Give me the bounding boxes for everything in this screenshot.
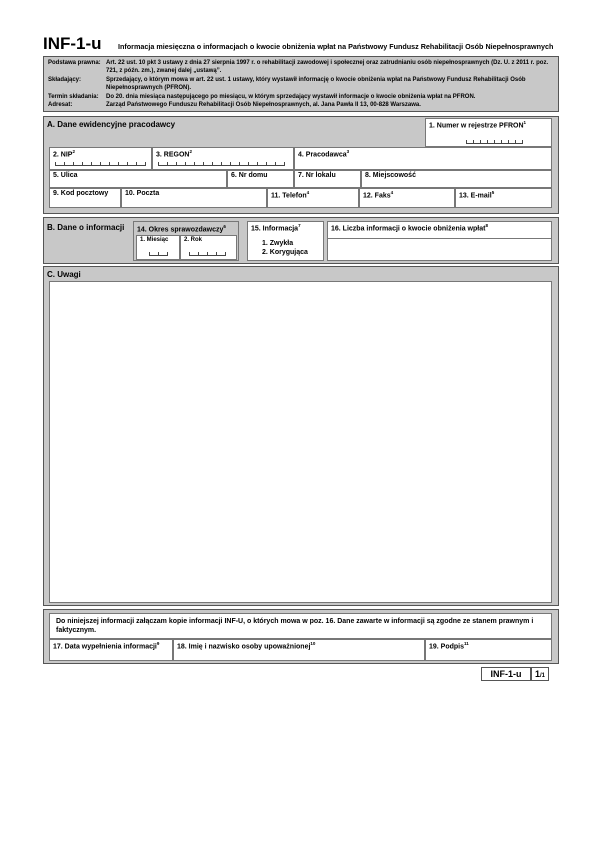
signature-field[interactable]: 19. Podpis$^{11}$ — [425, 639, 552, 661]
declaration-box — [49, 613, 552, 639]
month-label: 1. Miesiąc — [140, 237, 169, 243]
field-8-label: 8. Miejscowość — [365, 172, 416, 179]
field-11-label: 11. Telefon — [271, 192, 307, 200]
field-1-label: 1. Numer w rejestrze PFRON — [429, 122, 524, 130]
postal-code-field[interactable] — [49, 188, 121, 208]
regon-digit-boxes — [158, 162, 285, 166]
field-3-label: 3. REGON — [156, 151, 190, 159]
info-count-field[interactable]: 16. Liczba informacji o kwocie obniżenia wpłat$^8$ — [327, 221, 552, 261]
field-15-label: 15. Informacja — [251, 225, 299, 233]
field-6-label: 6. Nr domu — [231, 172, 268, 179]
year-label: 2. Rok — [184, 237, 203, 243]
pfron-register-number-field[interactable]: 1. Numer w rejestrze PFRON$^1$ — [425, 118, 552, 147]
field-16-label: 16. Liczba informacji o kwocie obniżenia wpłat — [331, 225, 486, 233]
addressee-text: Zarząd Państwowego Funduszu Rehabilitacji Osób Niepełnosprawnych, al. Jana Pawła II 13, 00-828 Warszawa. — [106, 102, 421, 108]
nip-digit-boxes — [55, 162, 146, 166]
field-2-label: 2. NIP — [53, 151, 73, 159]
field-17-label: 17. Data wypełnienia informacji — [53, 643, 157, 651]
employer-field[interactable]: 4. Pracodawca$^3$ — [294, 147, 552, 170]
deadline-label: Termin składania: — [48, 94, 99, 100]
year-field[interactable] — [180, 235, 237, 260]
deadline-text: Do 20. dnia miesiąca następującego po miesiącu, w którym sprzedający wystawił informacje o kwocie obniżenia wpłat na PFRON. — [106, 94, 476, 100]
section-b-title: B. Dane o informacji — [47, 223, 125, 232]
fill-date-field[interactable]: 17. Data wypełnienia informacji$^9$ — [49, 639, 173, 661]
post-office-field[interactable] — [121, 188, 267, 208]
apartment-number-field[interactable] — [294, 170, 361, 188]
legal-basis-text: Art. 22 ust. 10 pkt 3 ustawy z dnia 27 sierpnia 1997 r. o rehabilitacji zawodowej i społecznej oraz zatrudnianiu osób niepełnosprawnych (Dz. U. z 2011 r. poz. 721, z późn. zm.), zwanej dalej „ustawą”. — [106, 60, 549, 74]
section-b — [43, 217, 559, 264]
footer-form-code: INF-1-u — [481, 667, 531, 681]
section-a — [43, 116, 559, 214]
phone-field[interactable]: 11. Telefon$^4$ — [267, 188, 359, 208]
remarks-textarea[interactable] — [49, 281, 552, 603]
month-field[interactable] — [136, 235, 180, 260]
nip-field[interactable]: 2. NIP$^2$ — [49, 147, 152, 170]
city-field[interactable] — [361, 170, 552, 188]
pfron-digit-boxes — [466, 140, 523, 144]
field-18-label: 18. Imię i nazwisko osoby upoważnionej — [177, 643, 311, 651]
legal-basis-label: Podstawa prawna: — [48, 60, 101, 66]
field-7-label: 7. Nr lokalu — [298, 172, 336, 179]
legal-info-box — [43, 56, 559, 112]
addressee-label: Adresat: — [48, 102, 73, 108]
field-4-label: 4. Pracodawca — [298, 151, 347, 159]
month-digit-boxes — [149, 252, 168, 256]
section-c — [43, 266, 559, 606]
reporting-period-group: 14. Okres sprawozdawczy$^6$ 1. Miesiąc 2. Rok — [133, 221, 239, 261]
option-regular[interactable]: 1. Zwykła — [262, 240, 294, 247]
page-number: 1/1 — [531, 667, 549, 681]
house-number-field[interactable] — [227, 170, 294, 188]
submitter-label: Składający: — [48, 77, 82, 83]
declaration-section — [43, 609, 559, 664]
option-corrective[interactable]: 2. Korygująca — [262, 249, 308, 256]
form-title: Informacja miesięczna o informacjach o kwocie obniżenia wpłat na Państwowy Fundusz Rehabilitacji Osób Niepełnosprawnych — [118, 42, 554, 51]
field-9-label: 9. Kod pocztowy — [53, 190, 109, 197]
section-c-title: C. Uwagi — [47, 270, 81, 279]
street-field[interactable] — [49, 170, 227, 188]
regon-field[interactable]: 3. REGON$^2$ — [152, 147, 294, 170]
field-5-label: 5. Ulica — [53, 172, 78, 179]
form-code: INF-1-u — [43, 34, 102, 53]
section-a-title: A. Dane ewidencyjne pracodawcy — [47, 120, 176, 129]
field-12-label: 12. Faks — [363, 192, 391, 200]
field-19-label: 19. Podpis — [429, 643, 465, 651]
email-field[interactable]: 13. E-mail$^5$ — [455, 188, 552, 208]
field-13-label: 13. E-mail — [459, 192, 492, 200]
year-digit-boxes — [189, 252, 226, 256]
authorized-person-field[interactable]: 18. Imię i nazwisko osoby upoważnionej$^{10}$ — [173, 639, 425, 661]
fax-field[interactable]: 12. Faks$^4$ — [359, 188, 455, 208]
submitter-text: Sprzedający, o którym mowa w art. 22 ust. 1 ustawy, który wystawił informację o kwocie obniżenia wpłat na Państwowy Fundusz Rehabilitacji Osób Niepełnosprawnych (PFRON). — [106, 77, 526, 91]
field-10-label: 10. Poczta — [125, 190, 160, 197]
information-type-field[interactable]: 15. Informacja$^7$ 1. Zwykła 2. Korygująca — [247, 221, 324, 261]
field-14-label: 14. Okres sprawozdawczy — [137, 226, 224, 234]
declaration-text: Do niniejszej informacji załączam kopie informacji INF-U, o których mowa w poz. 16. Dane zawarte w informacji są zgodne ze stanem prawnym i faktycznym. — [56, 618, 534, 634]
